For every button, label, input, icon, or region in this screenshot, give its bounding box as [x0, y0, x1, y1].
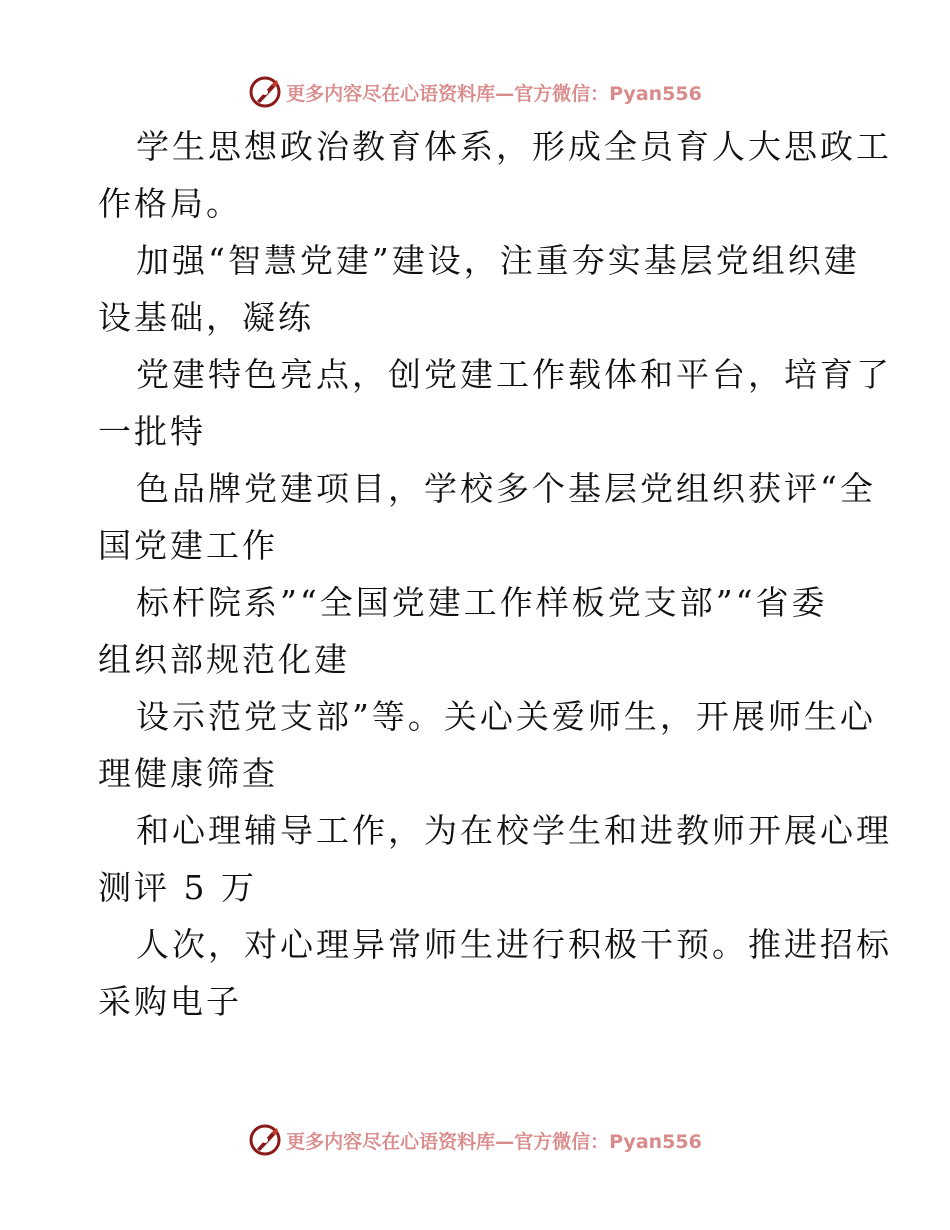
quill-circle-logo-icon — [248, 75, 282, 109]
paragraph-line: 设示范党支部”等。关心关爱师生，开展师生心 — [136, 697, 876, 736]
header-banner-text: 更多内容尽在心语资料库—官方微信：Pyan556 — [286, 82, 702, 105]
paragraph — [98, 460, 876, 574]
footer-banner-text: 更多内容尽在心语资料库—官方微信：Pyan556 — [286, 1130, 702, 1153]
paragraph-line: 加强“智慧党建”建设，注重夯实基层党组织建 — [136, 241, 860, 280]
paragraph-line: 党建特色亮点，创党建工作载体和平台，培育了 — [136, 355, 892, 394]
paragraph — [98, 688, 876, 802]
paragraph-line: 标杆院系”“全国党建工作样板党支部”“省委 — [136, 583, 828, 622]
header-banner — [0, 72, 950, 112]
paragraph-line: 组织部规范化建 — [98, 640, 350, 679]
paragraph-line: 一批特 — [98, 412, 206, 451]
paragraph-line: 学生思想政治教育体系，形成全员育人大思政工 — [136, 127, 892, 166]
paragraph — [98, 802, 892, 916]
paragraph — [98, 232, 858, 346]
paragraph-line: 色品牌党建项目，学校多个基层党组织获评“全 — [136, 469, 876, 508]
paragraph-line: 设基础，凝练 — [98, 298, 314, 337]
paragraph-line: 国党建工作 — [98, 526, 278, 565]
paragraph — [98, 916, 892, 1030]
paragraph-line: 采购电子 — [98, 982, 242, 1021]
paragraph-line: 作格局。 — [98, 184, 242, 223]
quill-circle-logo-icon — [248, 1123, 282, 1157]
paragraph — [98, 346, 892, 460]
paragraph — [98, 574, 858, 688]
paragraph — [98, 118, 892, 232]
footer-banner — [0, 1120, 950, 1160]
paragraph-line: 测评 5 万 — [98, 868, 257, 907]
paragraph-line: 和心理辅导工作，为在校学生和进教师开展心理 — [136, 811, 892, 850]
document-body — [98, 118, 892, 1030]
paragraph-line: 理健康筛查 — [98, 754, 278, 793]
paragraph-line: 人次，对心理异常师生进行积极干预。推进招标 — [136, 925, 892, 964]
